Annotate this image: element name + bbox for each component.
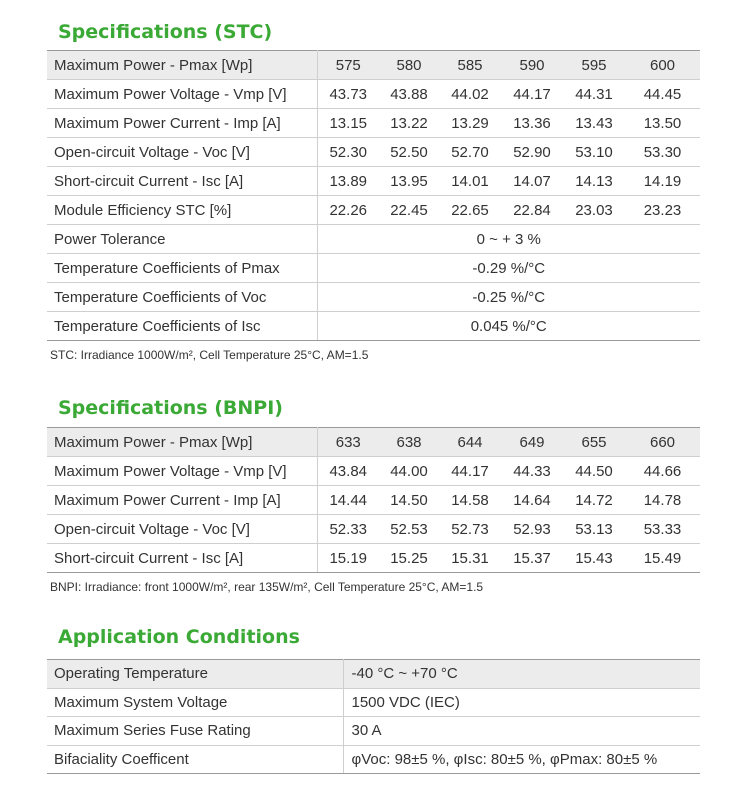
row-label: Module Efficiency STC [%] [47,196,317,225]
table-row [47,486,700,515]
cell-value: 14.64 [501,486,563,515]
cell-value: 14.72 [563,486,625,515]
cell-value: 14.78 [625,486,700,515]
table-row [47,51,700,80]
cell-value: 44.50 [563,457,625,486]
cell-value: 0 ~ + 3 % [317,225,700,254]
cell-value: 43.88 [379,80,439,109]
cell-value: 14.50 [379,486,439,515]
row-label: Open-circuit Voltage - Voc [V] [47,138,317,167]
cell-value: 52.33 [317,515,379,544]
row-label: Operating Temperature [47,660,343,689]
cell-value: 15.49 [625,544,700,573]
row-label: Maximum System Voltage [47,688,343,717]
cell-value: 15.25 [379,544,439,573]
cell-value: 14.19 [625,167,700,196]
cell-value: 53.30 [625,138,700,167]
cell-value: 52.90 [501,138,563,167]
cell-value: 590 [501,51,563,80]
cell-value: 14.13 [563,167,625,196]
cell-value: 52.50 [379,138,439,167]
cell-value: 1500 VDC (IEC) [343,688,700,717]
cell-value: 44.02 [439,80,501,109]
cell-value: 13.89 [317,167,379,196]
table-row [47,428,700,457]
cell-value: 53.10 [563,138,625,167]
cell-value: 13.29 [439,109,501,138]
table-row [47,457,700,486]
cell-value: 585 [439,51,501,80]
row-label: Short-circuit Current - Isc [A] [47,544,317,573]
stc-section-title: Specifications (STC) [58,21,273,43]
cell-value: 13.22 [379,109,439,138]
table-row [47,544,700,573]
cell-value: 14.58 [439,486,501,515]
row-label: Temperature Coefficients of Pmax [47,254,317,283]
row-label: Maximum Power - Pmax [Wp] [47,51,317,80]
table-row [47,254,700,283]
cell-value: -0.25 %/°C [317,283,700,312]
cell-value: -40 °C ~ +70 °C [343,660,700,689]
cell-value: -0.29 %/°C [317,254,700,283]
table-row [47,196,700,225]
stc-spec-table [47,50,700,341]
table-row [47,312,700,341]
row-label: Bifaciality Coefficent [47,745,343,774]
cell-value: 22.65 [439,196,501,225]
bnpi-spec-table [47,427,700,573]
cell-value: 44.31 [563,80,625,109]
row-label: Maximum Power - Pmax [Wp] [47,428,317,457]
cell-value: 53.13 [563,515,625,544]
row-label: Maximum Power Current - Imp [A] [47,109,317,138]
cell-value: 15.31 [439,544,501,573]
cell-value: 23.03 [563,196,625,225]
cell-value: 53.33 [625,515,700,544]
row-label: Maximum Power Current - Imp [A] [47,486,317,515]
cell-value: 13.43 [563,109,625,138]
cell-value: 0.045 %/°C [317,312,700,341]
table-row [47,717,700,746]
cell-value: 15.37 [501,544,563,573]
cell-value: 15.19 [317,544,379,573]
cell-value: 52.73 [439,515,501,544]
row-label: Power Tolerance [47,225,317,254]
table-row [47,109,700,138]
cell-value: 22.45 [379,196,439,225]
cell-value: 14.44 [317,486,379,515]
cell-value: 15.43 [563,544,625,573]
cell-value: 52.30 [317,138,379,167]
app-section-title: Application Conditions [58,626,300,648]
cell-value: 52.70 [439,138,501,167]
cell-value: φVoc: 98±5 %, φIsc: 80±5 %, φPmax: 80±5 % [343,745,700,774]
cell-value: 44.17 [501,80,563,109]
table-row [47,225,700,254]
cell-value: 575 [317,51,379,80]
table-row [47,515,700,544]
cell-value: 13.36 [501,109,563,138]
cell-value: 14.01 [439,167,501,196]
cell-value: 13.15 [317,109,379,138]
cell-value: 52.53 [379,515,439,544]
row-label: Temperature Coefficients of Isc [47,312,317,341]
cell-value: 44.17 [439,457,501,486]
application-conditions-table [47,659,700,774]
stc-footnote: STC: Irradiance 1000W/m², Cell Temperature 25°C, AM=1.5 [50,348,369,362]
table-row [47,745,700,774]
cell-value: 633 [317,428,379,457]
cell-value: 600 [625,51,700,80]
cell-value: 44.66 [625,457,700,486]
cell-value: 43.73 [317,80,379,109]
table-row [47,283,700,312]
cell-value: 638 [379,428,439,457]
cell-value: 595 [563,51,625,80]
cell-value: 44.00 [379,457,439,486]
cell-value: 22.26 [317,196,379,225]
row-label: Open-circuit Voltage - Voc [V] [47,515,317,544]
table-row [47,138,700,167]
cell-value: 43.84 [317,457,379,486]
cell-value: 660 [625,428,700,457]
cell-value: 13.50 [625,109,700,138]
cell-value: 44.33 [501,457,563,486]
row-label: Temperature Coefficients of Voc [47,283,317,312]
table-row [47,80,700,109]
cell-value: 30 A [343,717,700,746]
cell-value: 23.23 [625,196,700,225]
cell-value: 52.93 [501,515,563,544]
cell-value: 655 [563,428,625,457]
cell-value: 13.95 [379,167,439,196]
row-label: Maximum Power Voltage - Vmp [V] [47,457,317,486]
row-label: Short-circuit Current - Isc [A] [47,167,317,196]
table-row [47,167,700,196]
table-row [47,660,700,689]
cell-value: 580 [379,51,439,80]
row-label: Maximum Power Voltage - Vmp [V] [47,80,317,109]
cell-value: 14.07 [501,167,563,196]
table-row [47,688,700,717]
bnpi-section-title: Specifications (BNPI) [58,397,283,419]
cell-value: 644 [439,428,501,457]
cell-value: 22.84 [501,196,563,225]
bnpi-footnote: BNPI: Irradiance: front 1000W/m², rear 135W/m², Cell Temperature 25°C, AM=1.5 [50,580,484,594]
row-label: Maximum Series Fuse Rating [47,717,343,746]
cell-value: 44.45 [625,80,700,109]
cell-value: 649 [501,428,563,457]
